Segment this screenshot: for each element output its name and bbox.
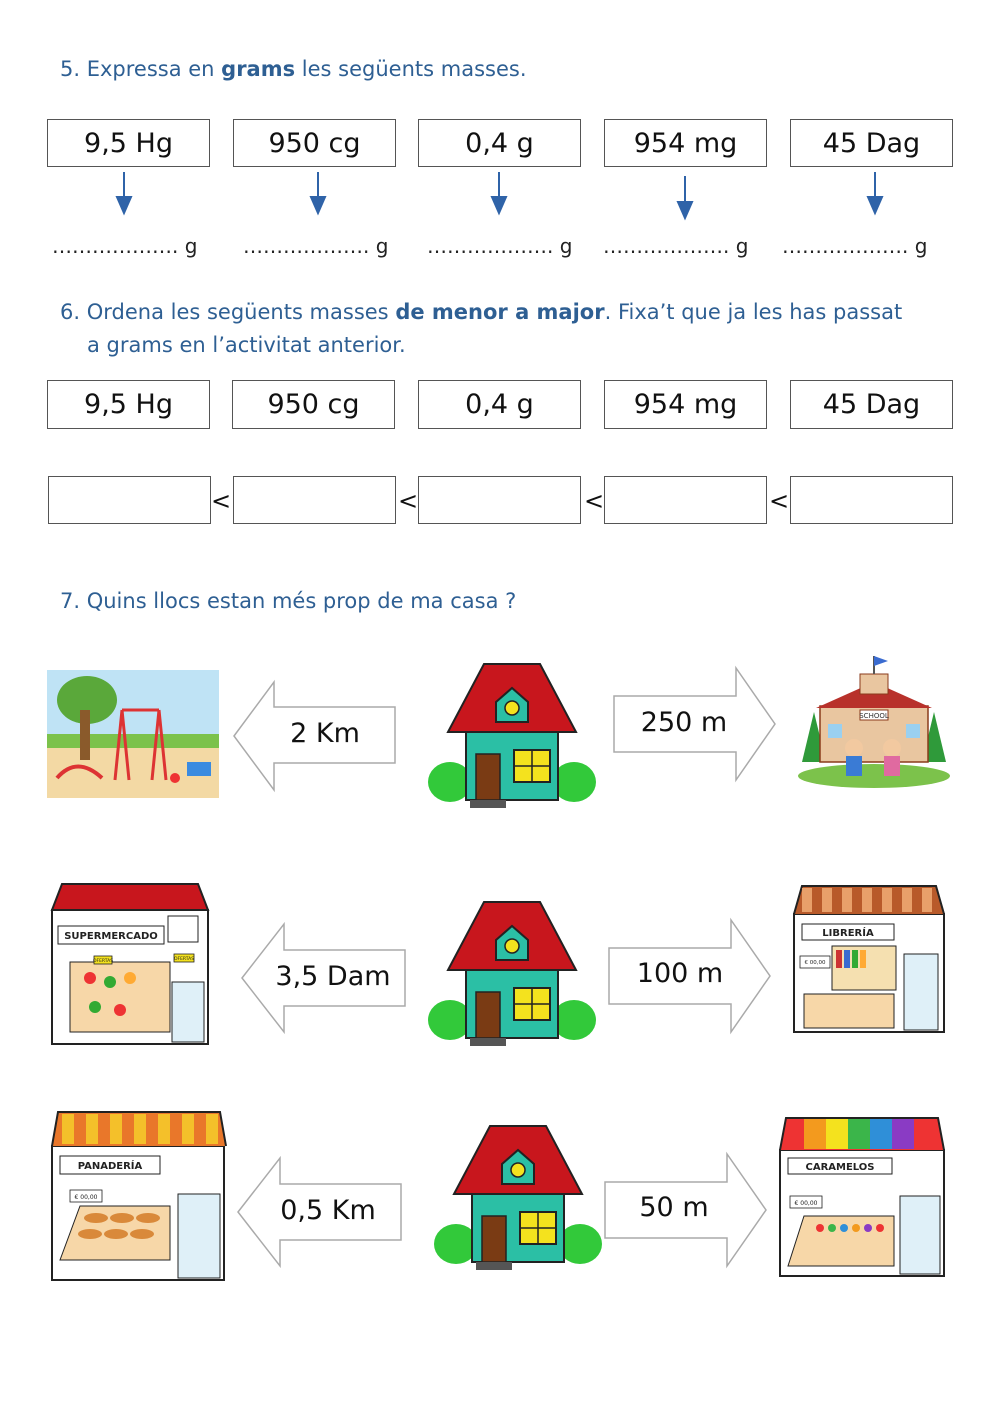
store-sign: CARAMELOS <box>805 1162 875 1173</box>
q6-prefix: 6. Ordena les següents masses <box>60 300 396 324</box>
answer-dots: ………………. <box>603 234 730 258</box>
price-tag: € 00,00 <box>74 1194 98 1201</box>
unit-label: g <box>559 234 573 258</box>
q5-answer-blank[interactable] <box>603 234 748 258</box>
q6-mass-box[interactable]: 0,4 g <box>418 380 581 429</box>
supermarket-image <box>50 882 212 1048</box>
house-image <box>434 1124 602 1274</box>
school-image <box>798 652 950 788</box>
q6-mass-box[interactable]: 954 mg <box>604 380 767 429</box>
distance-label: 50 m <box>639 1192 709 1223</box>
q5-answer-blank[interactable] <box>243 234 388 258</box>
unit-label: g <box>735 234 749 258</box>
price-tag: € 00,00 <box>794 1200 818 1207</box>
unit-label: g <box>375 234 389 258</box>
offer-tag: OFERTAS <box>173 957 195 962</box>
q5-answer-blank[interactable] <box>782 234 927 258</box>
store-sign: PANADERÍA <box>77 1161 143 1172</box>
bookstore-image <box>792 884 946 1036</box>
q5-suffix: les següents masses. <box>295 57 527 81</box>
distance-label: 100 m <box>636 958 724 989</box>
q5-mass-box: 45 Dag <box>790 119 953 167</box>
less-than-sign: < <box>769 487 790 515</box>
q6-mass-box[interactable]: 45 Dag <box>790 380 953 429</box>
distance-label: 0,5 Km <box>280 1195 376 1226</box>
answer-dots: ………………. <box>782 234 909 258</box>
less-than-sign: < <box>584 487 605 515</box>
q6-order-slot-1[interactable] <box>48 476 211 524</box>
question-7: 7. Quins llocs estan més prop de ma casa ? <box>60 589 517 613</box>
bakery-image <box>50 1110 228 1284</box>
park-image <box>47 670 219 798</box>
question-6 <box>60 300 902 324</box>
less-than-sign: < <box>398 487 419 515</box>
q5-bold: grams <box>221 57 296 81</box>
question-6-line2: a grams en l’activitat anterior. <box>87 333 406 357</box>
q6-order-slot-2[interactable] <box>233 476 396 524</box>
q6-order-slot-5[interactable] <box>790 476 953 524</box>
price-tag: € 00,00 <box>804 960 826 966</box>
q6-mass-box[interactable]: 950 cg <box>232 380 395 429</box>
q6-order-slot-4[interactable] <box>604 476 767 524</box>
q6-mass-box[interactable]: 9,5 Hg <box>47 380 210 429</box>
q5-mass-box: 954 mg <box>604 119 767 167</box>
q6-suffix: . Fixa’t que ja les has passat <box>604 300 903 324</box>
answer-dots: ………………. <box>243 234 370 258</box>
q5-answer-blank[interactable] <box>427 234 572 258</box>
offer-tag: OFERTAS <box>92 959 114 964</box>
store-sign: SUPERMERCADO <box>64 931 158 942</box>
q6-bold: de menor a major <box>395 300 605 324</box>
distance-label: 3,5 Dam <box>275 961 391 992</box>
school-sign: SCHOOL <box>859 712 889 720</box>
house-image <box>428 900 596 1050</box>
house-image <box>428 662 596 812</box>
q5-answer-blank[interactable] <box>52 234 197 258</box>
candy-store-image <box>778 1116 946 1280</box>
unit-label: g <box>184 234 198 258</box>
answer-dots: ………………. <box>52 234 179 258</box>
less-than-sign: < <box>211 487 232 515</box>
q5-prefix: 5. Expressa en <box>60 57 222 81</box>
q5-down-arrows <box>0 0 1000 240</box>
q6-order-slot-3[interactable] <box>418 476 581 524</box>
answer-dots: ………………. <box>427 234 554 258</box>
store-sign: LIBRERÍA <box>822 928 874 939</box>
q5-mass-box: 0,4 g <box>418 119 581 167</box>
unit-label: g <box>914 234 928 258</box>
distance-label: 250 m <box>640 707 728 738</box>
q5-mass-box: 950 cg <box>233 119 396 167</box>
distance-label: 2 Km <box>290 718 360 749</box>
q5-mass-box: 9,5 Hg <box>47 119 210 167</box>
